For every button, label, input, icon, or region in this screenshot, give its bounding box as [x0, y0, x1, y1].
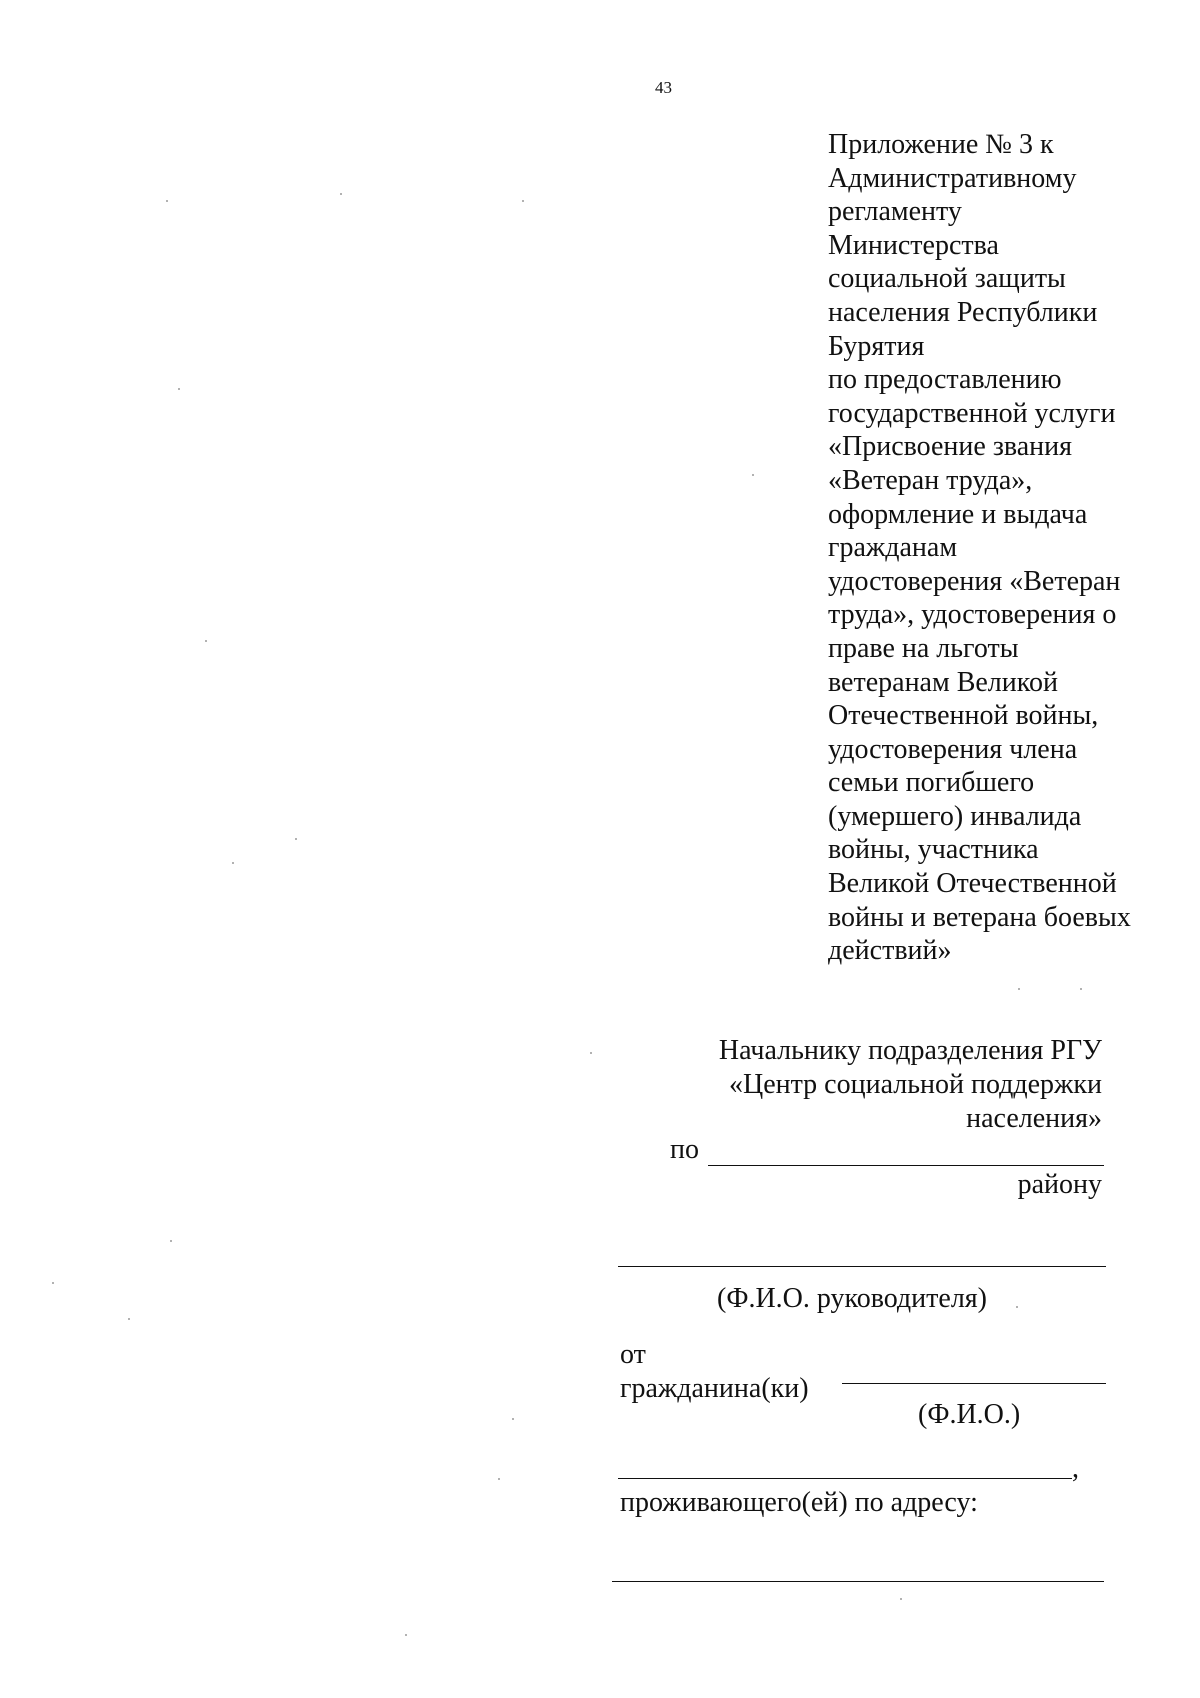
appendix-line: войны, участника — [828, 834, 1039, 866]
scan-speck — [128, 1318, 130, 1320]
appendix-line: Административному — [828, 162, 1077, 194]
appendix-line: регламенту — [828, 196, 962, 228]
district-blank-line[interactable] — [708, 1165, 1104, 1166]
scan-speck — [405, 1634, 407, 1636]
scan-speck — [52, 1282, 54, 1284]
appendix-line: Министерства — [828, 229, 999, 261]
appendix-line: удостоверения члена — [828, 733, 1078, 765]
appendix-line: Великой Отечественной — [828, 868, 1117, 900]
district-label: району — [1017, 1169, 1102, 1200]
scan-speck — [900, 1598, 902, 1600]
scan-speck — [590, 1052, 592, 1054]
scan-speck — [170, 1240, 172, 1242]
appendix-line: войны и ветерана боевых — [828, 901, 1131, 933]
addressee-line-1: Начальнику подразделения РГУ — [718, 1035, 1102, 1066]
appendix-line: Приложение № 3 к — [828, 129, 1054, 160]
appendix-line: действий» — [828, 935, 952, 967]
appendix-line: удостоверения «Ветеран — [828, 565, 1121, 597]
appendix-line: социальной защиты — [828, 263, 1066, 295]
head-fio-blank-line[interactable] — [618, 1266, 1106, 1267]
appendix-line: (умершего) инвалида — [828, 800, 1082, 832]
appendix-line: ветеранам Великой — [828, 666, 1058, 698]
scan-speck — [232, 862, 234, 864]
address-label: проживающего(ей) по адресу: — [620, 1487, 978, 1518]
appendix-line: по предоставлению — [828, 364, 1062, 396]
appendix-line: семьи погибшего — [828, 767, 1035, 799]
applicant-name-blank-line[interactable] — [618, 1478, 1072, 1479]
scan-speck — [166, 200, 168, 202]
applicant-fio-caption: (Ф.И.О.) — [918, 1399, 1021, 1430]
scan-speck — [498, 1478, 500, 1480]
applicant-name-comma: , — [1072, 1453, 1079, 1484]
applicant-fio-blank-line[interactable] — [842, 1383, 1106, 1384]
appendix-line: оформление и выдача — [828, 498, 1088, 530]
po-label: по — [670, 1134, 699, 1165]
from-label: от — [620, 1339, 646, 1370]
addressee-line-2: «Центр социальной поддержки — [728, 1069, 1102, 1100]
scan-speck — [205, 640, 207, 642]
appendix-line: Бурятия — [828, 330, 925, 362]
scan-speck — [295, 838, 297, 840]
appendix-line: труда», удостоверения о — [828, 599, 1117, 631]
scan-speck — [1018, 988, 1020, 990]
citizen-label: гражданина(ки) — [620, 1373, 809, 1404]
scan-speck — [512, 1418, 514, 1420]
scan-speck — [1016, 1306, 1018, 1308]
appendix-line: «Присвоение звания — [828, 431, 1073, 463]
appendix-line: Отечественной войны, — [828, 700, 1099, 732]
scan-speck — [752, 474, 754, 476]
scan-speck — [1080, 988, 1082, 990]
appendix-line: гражданам — [828, 532, 958, 564]
scan-speck — [340, 193, 342, 195]
head-fio-caption: (Ф.И.О. руководителя) — [717, 1283, 987, 1314]
appendix-heading — [828, 128, 1168, 968]
appendix-line: государственной услуги — [828, 397, 1116, 429]
scan-speck — [178, 388, 180, 390]
page-number: 43 — [655, 78, 672, 97]
addressee-line-3: населения» — [966, 1103, 1102, 1134]
address-blank-line[interactable] — [612, 1581, 1104, 1582]
scan-speck — [522, 200, 524, 202]
appendix-line: населения Республики — [828, 296, 1098, 328]
appendix-line: «Ветеран труда», — [828, 464, 1033, 496]
appendix-line: праве на льготы — [828, 632, 1019, 664]
